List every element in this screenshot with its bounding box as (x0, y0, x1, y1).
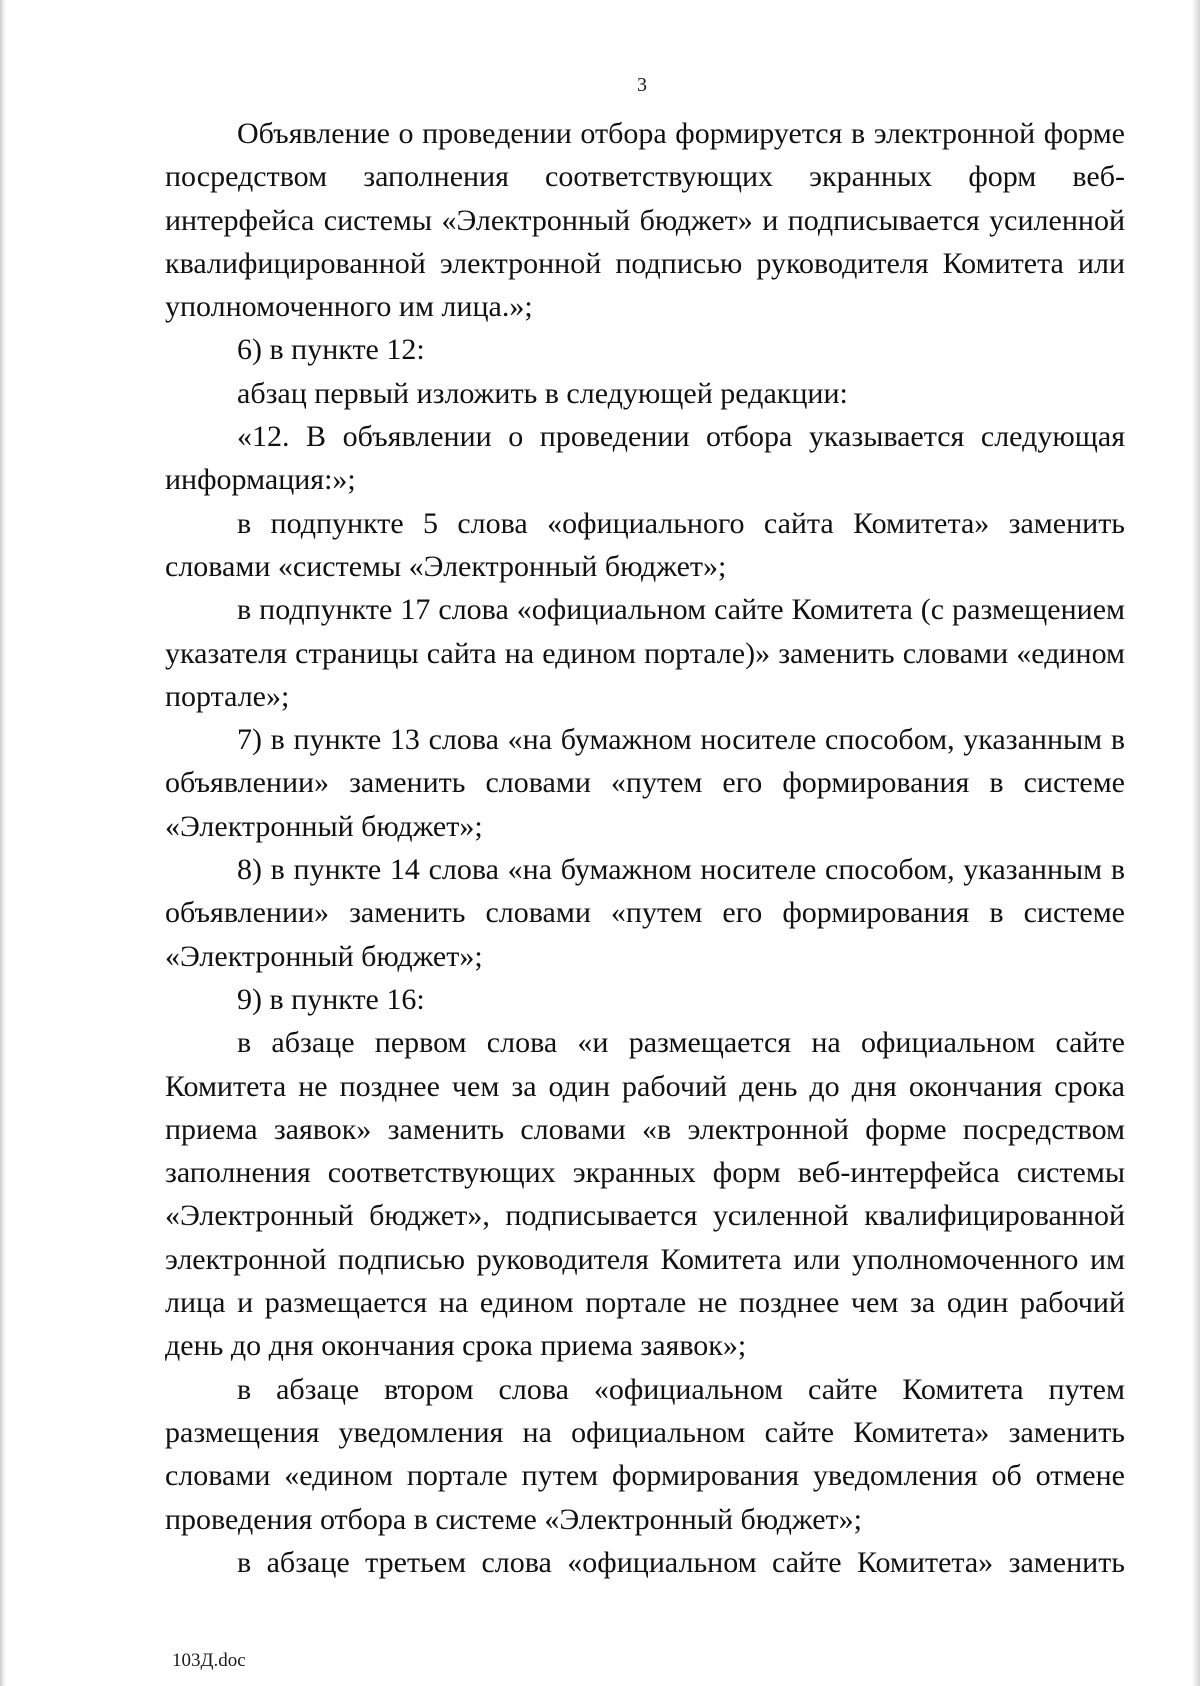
footer-filename: 103Д.doc (172, 1650, 246, 1671)
paragraph-point-12: «12. В объявлении о проведении отбора указывается следующая информация:»; (165, 420, 1125, 497)
paragraph-subpoint-5: в подпункте 5 слова «официального сайта Комитета» заменить словами «системы «Электронный бюджет»; (165, 506, 1125, 583)
document-body (165, 112, 1125, 1584)
page-number: 3 (637, 74, 647, 96)
paragraph-first-abzac: абзац первый изложить в следующей редакции: (237, 376, 848, 410)
paragraph-abzac-second: в абзаце втором слова «официальном сайте Комитета путем размещения уведомления на официальном сайте Комитета» заменить словами «едином портале путем формирования уведомления об отмене проведения отбора в системе «Электронный бюджет»; (165, 1372, 1125, 1536)
scan-edge-left (0, 0, 6, 1686)
paragraph-item-7: 7) в пункте 13 слова «на бумажном носителе способом, указанным в объявлении» заменить словами «путем его формирования в системе «Электронный бюджет»; (165, 723, 1125, 843)
scan-edge-right (1192, 0, 1200, 1686)
paragraph-subpoint-17: в подпункте 17 слова «официальном сайте Комитета (с размещением указателя страницы сайта на едином портале)» заменить словами «едином портале»; (165, 593, 1125, 713)
paragraph-announcement: Объявление о проведении отбора формируется в электронной форме посредством заполнения соответствующих экранных форм веб-интерфейса системы «Электронный бюджет» и подписывается усиленной квалифицированной электронной подписью руководителя Комитета или уполномоченного им лица.»; (165, 117, 1125, 324)
paragraph-abzac-third: в абзаце третьем слова «официальном сайте Комитета» заменить (237, 1545, 1125, 1579)
paragraph-item-6: 6) в пункте 12: (237, 333, 425, 367)
paragraph-abzac-first: в абзаце первом слова «и размещается на официальном сайте Комитета не позднее чем за один рабочий день до дня окончания срока приема заявок» заменить словами «в электронной форме посредством заполнения соответствующих экранных форм веб-интерфейса системы «Электронный бюджет», подписывается усиленной квалифицированной электронной подписью руководителя Комитета или уполномоченного им лица и размещается на едином портале не позднее чем за один рабочий день до дня окончания срока приема заявок»; (165, 1026, 1125, 1363)
paragraph-item-9: 9) в пункте 16: (237, 982, 425, 1016)
paragraph-item-8: 8) в пункте 14 слова «на бумажном носителе способом, указанным в объявлении» заменить словами «путем его формирования в системе «Электронный бюджет»; (165, 853, 1125, 973)
